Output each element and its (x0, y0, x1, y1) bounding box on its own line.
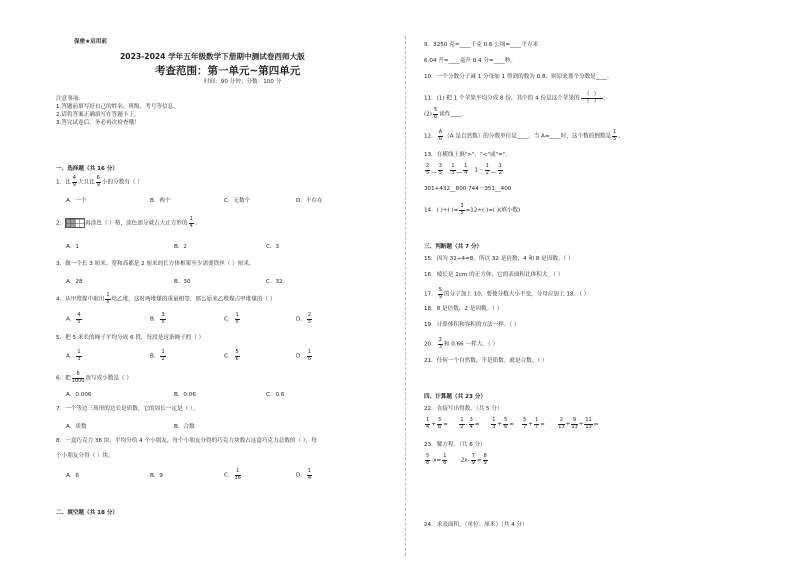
question-3: 3．做一个长 3 厘米、宽和高都是 2 厘米的长方体框架至少需要铁丝（ ）厘米。 (56, 261, 255, 267)
question-24: 24．求表面积。（单位：厘米）（共 4 分） (424, 522, 528, 528)
question-23: 23．解方程。（共 6 分） (424, 442, 486, 448)
section-judge-heading: 三、判断题（共 7 分） (424, 244, 483, 250)
option-c[interactable]: C．无数个 (224, 198, 251, 204)
column-divider (405, 36, 406, 556)
question-13: 13．在横线上填">"、"<"或"="。 (424, 152, 511, 158)
question-11-part-2: (2) $\frac{5}{6}$ 读作____。 (424, 107, 468, 120)
option-b[interactable]: B． $\frac{1}{2}$ (150, 349, 165, 362)
question-22: 22．直接写出得数。（共 5 分） (424, 406, 503, 412)
option-c[interactable]: C．0.6 (266, 392, 285, 398)
option-c[interactable]: C． $\frac{1}{5}$ (224, 312, 239, 325)
option-a[interactable]: A．质数 (66, 424, 87, 430)
option-b[interactable]: B．30 (174, 279, 191, 285)
question-22-expressions: $\frac{1}{4}$ + $\frac{3}{8}$ = $\frac{1}{2}$ - $\frac{3}{4}$ = $\frac{1}{3}$ + $\frac{5}{6}$ = $\frac{5}{7}$ + $\frac{1}{7}$ = $\frac{2}{13}$ + $\frac{9}{13}$ + $\frac{11}{13}$ = (426, 417, 599, 430)
section-choice-heading: 一、选择题（共 16 分） (56, 166, 119, 172)
notes-heading: 注意事项： (56, 96, 84, 102)
question-19: 19．计算体积和容积的方法一样。（ ） (424, 322, 520, 328)
option-a[interactable]: A．0.006 (66, 392, 92, 398)
question-8-line-2: 个小朋友分得（ ）块。 (56, 453, 114, 459)
option-c[interactable]: C．3 (266, 244, 280, 250)
option-a[interactable]: A．6 (66, 473, 79, 479)
question-9-line-2: 6.04 升=____毫升 0.4 分=____秒。 (424, 58, 516, 64)
option-b[interactable]: B．两个 (150, 198, 171, 204)
question-8-line-1: 8．一盒巧克力 36 块，平均分给 4 个小朋友，每个小朋友分得的巧克力块数占这盒巧克力总数的（ ），每 (56, 438, 317, 444)
question-7: 7．一个等边三角形的边长是质数，它的周长一定是（ ）。 (56, 406, 199, 412)
question-17: 17． $\frac{5}{9}$ 的分子加上 10，要使分数大小不变，分母应加上 18。（ ） (424, 287, 590, 300)
question-1: 1．比 $\frac{4}{9}$ 大且比 $\frac{6}{9}$ 小的分数有（ ） (56, 175, 143, 188)
question-9-line-1: 9．3250 克=____千克 0.6 公顷=____平方米 (424, 42, 539, 48)
question-10: 10．一个分数分子减 1 分母加 1 得到的数为 0.8，则原来那个分数是____。 (424, 74, 613, 80)
question-5: 5．把 5 米长的绳子平均分成 6 段，每段是这条绳子的（ ） (56, 335, 205, 341)
option-d[interactable]: D． $\frac{1}{4}$ (296, 468, 312, 481)
question-14: 14．( )÷( )= $\frac{3}{5}$ =12÷( )=( )(填小数) (424, 203, 521, 216)
exam-title: 2023-2024 学年五年级数学下册期中测试卷西师大版 (120, 52, 305, 61)
question-6: 6．把 $\frac{6}{1000}$ 改写成小数是（ ） (56, 371, 133, 384)
section-calc-heading: 四、计算题（共 23 分） (424, 394, 487, 400)
grid-square-icon (65, 218, 85, 228)
exam-time: 时间：90 分钟；分数：100 分 (204, 79, 282, 85)
option-a[interactable]: A． $\frac{4}{5}$ (66, 312, 81, 325)
question-16: 16．棱长是 1cm 的正方体，它的表面积比体积大。（ ） (424, 272, 564, 278)
option-a[interactable]: A．28 (66, 279, 83, 285)
option-a[interactable]: A．1 (66, 244, 79, 250)
note-item: 1.答题前填写好自己的姓名、班级、考号等信息。 (56, 104, 179, 110)
question-2: 2． 再涂色（ ）格，涂色部分就占大正方形的 $\frac{1}{4}$ 。 (56, 216, 201, 229)
option-b[interactable]: B．9 (150, 473, 163, 479)
question-13-expressions: 301+432__800 744－351__400 (424, 186, 512, 192)
note-item: 3.答完试卷后，务必再次检查哦！ (56, 120, 140, 126)
option-a[interactable]: A．一个 (66, 198, 87, 204)
question-11-part-1: 11．(1) 把 1 个苹果平均分成 8 份，其中的 4 份是这个苹果的 $\frac{( )}{( )}$ ； (424, 91, 610, 104)
option-d[interactable]: D． $\frac{2}{5}$ (296, 312, 312, 325)
option-a[interactable]: A． $\frac{1}{3}$ (66, 349, 81, 362)
question-13-fractions: $\frac{2}{5}$ __ $\frac{3}{5}$ $\frac{1}{3}$ __ $\frac{1}{4}$ 1－ $\frac{1}{2}$ __ $\frac{1}{2}$ (426, 163, 502, 176)
option-d[interactable]: D． $\frac{1}{6}$ (296, 349, 312, 362)
question-15: 15．因为 32÷4=8，所以 32 是倍数，4 和 8 是因数。（ ） (424, 256, 574, 262)
option-b[interactable]: B．合数 (174, 424, 195, 430)
section-fill-heading: 二、填空题（共 18 分） (56, 510, 119, 516)
option-d[interactable]: D．不存在 (296, 198, 323, 204)
question-23-equations: $\frac{5}{8}$ -x= $\frac{1}{6}$ 2x- $\frac{7}{9}$ = $\frac{8}{9}$ (426, 453, 487, 466)
option-b[interactable]: B． $\frac{3}{5}$ (150, 312, 165, 325)
question-21: 21．任何一个自然数，不是质数，就是合数。（ ） (424, 358, 548, 364)
question-20: 20． $\frac{2}{3}$ 和 0.66 一样大。（ ） (424, 337, 499, 350)
option-b[interactable]: B．0.06 (174, 392, 196, 398)
option-b[interactable]: B．2 (174, 244, 187, 250)
option-c[interactable]: C． $\frac{5}{6}$ (224, 349, 239, 362)
note-item: 2.请将答案正确填写在答题卡上。 (56, 112, 140, 118)
question-18: 18．8 是倍数，2 是因数。（ ） (424, 306, 503, 312)
exam-scope: 考查范围：第一单元~第四单元 (155, 65, 301, 77)
option-c[interactable]: C．32 (266, 279, 283, 285)
question-12: 12． $\frac{A}{6}$ （A 是自然数）的分数单位是____，当 A=____时，这个数的倒数是 $\frac{1}{5}$ 。 (424, 129, 624, 142)
secret-label: 保密★启用前 (74, 39, 107, 45)
option-c[interactable]: C． $\frac{1}{36}$ (224, 468, 241, 481)
question-4: 4．从甲堆煤中取出 $\frac{1}{5}$ 给乙堆，这时两堆煤的重量相等，那么原来乙堆煤占甲堆煤的（ ） (56, 292, 276, 305)
